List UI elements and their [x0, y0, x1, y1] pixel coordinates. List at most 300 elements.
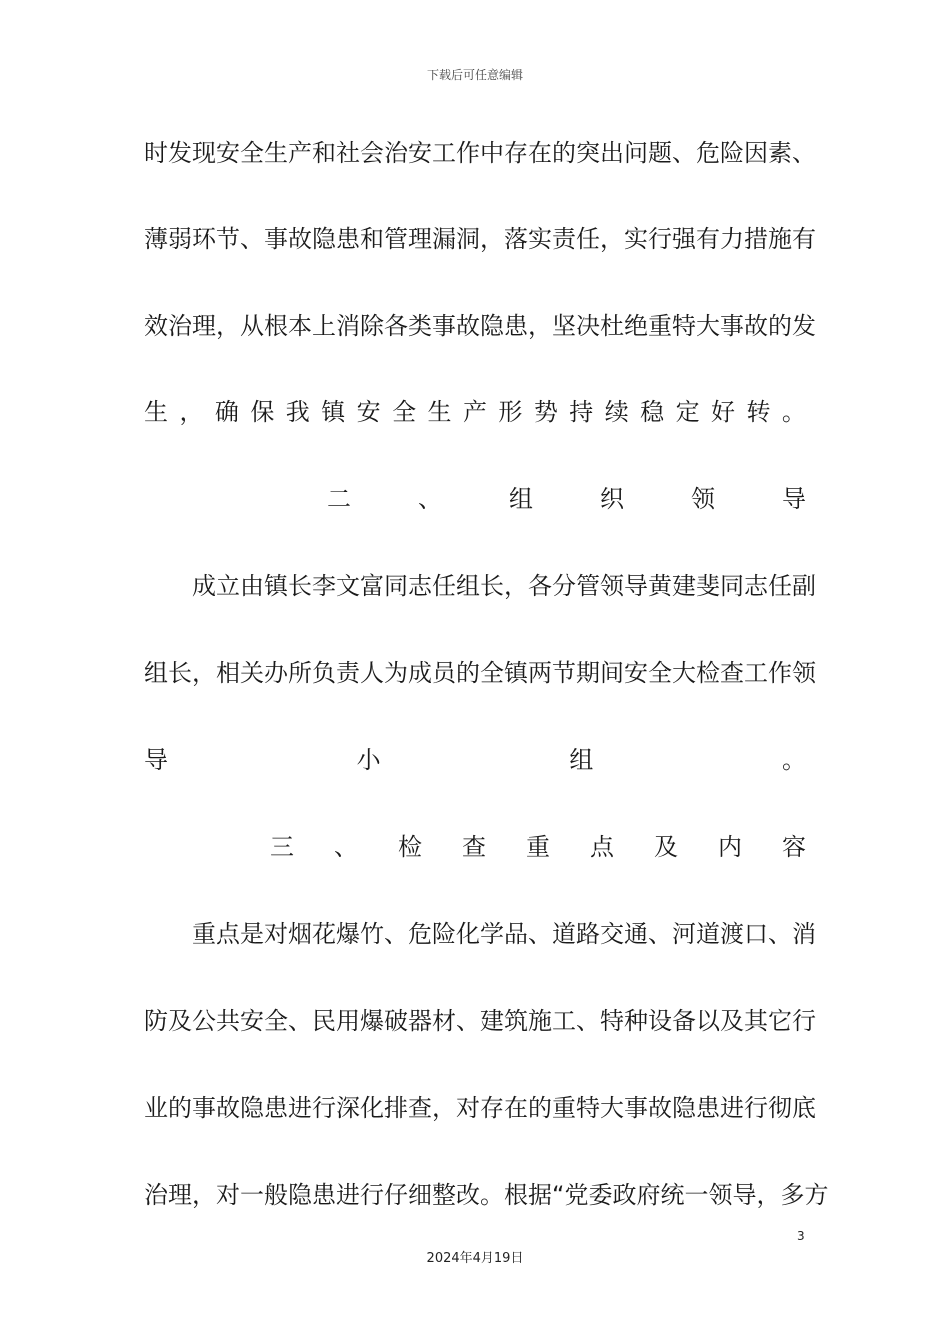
body-char: 相 [216, 659, 240, 687]
body-char: 二 [327, 485, 351, 513]
body-char: 、 [768, 920, 792, 948]
body-char: 织 [600, 485, 624, 513]
body-char: 花 [312, 920, 336, 948]
body-char: 器 [408, 1007, 432, 1035]
body-char: 交 [600, 920, 624, 948]
body-char: 导 [624, 572, 648, 600]
body-char: 节 [216, 225, 240, 253]
body-char: 生 [264, 139, 288, 167]
body-line [144, 566, 816, 606]
body-char: 患 [312, 1181, 336, 1209]
body-char: 品 [504, 920, 528, 948]
body-char: 治 [384, 139, 408, 167]
body-char: 各 [384, 312, 408, 340]
body-char: 长 [168, 659, 192, 687]
body-char: 任 [768, 572, 792, 600]
body-char: 长 [288, 572, 312, 600]
body-char: 管 [576, 572, 600, 600]
body-char: 全 [264, 1007, 288, 1035]
body-char: 落 [504, 225, 528, 253]
body-char: 行 [360, 1181, 384, 1209]
body-char: 的 [528, 1094, 552, 1122]
body-char: 全 [392, 398, 417, 426]
body-char: 事 [624, 1094, 648, 1122]
body-char: 全 [648, 659, 672, 687]
body-char: 时 [144, 139, 168, 167]
body-char: 通 [624, 920, 648, 948]
body-char: 因 [744, 139, 768, 167]
body-char: 成 [192, 572, 216, 600]
body-char: 防 [144, 1007, 168, 1035]
body-char: 有 [792, 225, 816, 253]
body-char: 环 [192, 225, 216, 253]
body-char: 突 [576, 139, 600, 167]
body-char: 容 [782, 833, 806, 861]
body-char: 工 [552, 1007, 576, 1035]
body-char: 强 [672, 225, 696, 253]
body-char: 行 [744, 1094, 768, 1122]
body-char: 定 [675, 398, 700, 426]
body-char: 委 [588, 1181, 613, 1209]
body-char: 理 [408, 225, 432, 253]
footer-date: 2024年4月19日 [426, 1251, 524, 1266]
body-char: 导 [732, 1181, 757, 1209]
body-char: 产 [288, 139, 312, 167]
body-char: 产 [462, 398, 487, 426]
body-char: 弱 [168, 225, 192, 253]
body-char: 及 [720, 1007, 744, 1035]
body-char: 进 [720, 1094, 744, 1122]
body-char: 力 [720, 225, 744, 253]
body-char: 行 [312, 1094, 336, 1122]
body-char: 险 [432, 920, 456, 948]
body-char: 安 [216, 139, 240, 167]
body-char: ， [756, 1181, 781, 1209]
body-char: 公 [192, 1007, 216, 1035]
body-char: 道 [552, 920, 576, 948]
body-char: 问 [624, 139, 648, 167]
body-char: 道 [696, 920, 720, 948]
body-char: 化 [360, 1094, 384, 1122]
body-char: 行 [648, 225, 672, 253]
body-char: 的 [768, 312, 792, 340]
body-char: 措 [744, 225, 768, 253]
body-char: 工 [744, 659, 768, 687]
body-char: 故 [648, 1094, 672, 1122]
body-line [144, 1001, 816, 1041]
body-char: 会 [360, 139, 384, 167]
body-char: 般 [264, 1181, 288, 1209]
body-char: 其 [744, 1007, 768, 1035]
body-char: 成 [408, 659, 432, 687]
body-char: 任 [432, 572, 456, 600]
body-char: 隐 [312, 225, 336, 253]
body-char: ， [528, 312, 552, 340]
body-char: 故 [744, 312, 768, 340]
body-char: 患 [264, 1094, 288, 1122]
body-char: 中 [480, 139, 504, 167]
body-char: 导 [144, 746, 168, 774]
body-char: 发 [792, 312, 816, 340]
body-char: 我 [285, 398, 310, 426]
body-char: 大 [672, 659, 696, 687]
body-char: 现 [192, 139, 216, 167]
body-char: 的 [456, 659, 480, 687]
body-char: 由 [240, 572, 264, 600]
body-char: 政 [612, 1181, 637, 1209]
body-char: 府 [636, 1181, 661, 1209]
body-char: 期 [576, 659, 600, 687]
body-char: 和 [360, 225, 384, 253]
body-char: 治 [144, 1181, 168, 1209]
body-char: 特 [672, 312, 696, 340]
body-char: 隐 [288, 1181, 312, 1209]
body-char: 、 [240, 225, 264, 253]
body-char: 在 [504, 1094, 528, 1122]
body-char: 有 [696, 225, 720, 253]
body-char: 仔 [384, 1181, 408, 1209]
body-char: 检 [398, 833, 422, 861]
body-char: 安 [356, 398, 381, 426]
body-char: ， [600, 225, 624, 253]
body-char: 三 [270, 833, 294, 861]
body-char: 进 [288, 1094, 312, 1122]
body-char: 富 [360, 572, 384, 600]
body-char: 决 [576, 312, 600, 340]
body-char: 备 [672, 1007, 696, 1035]
body-char: 底 [792, 1094, 816, 1122]
body-char: 进 [336, 1181, 360, 1209]
body-char: 是 [240, 920, 264, 948]
body-char: 材 [432, 1007, 456, 1035]
body-char: 故 [216, 1094, 240, 1122]
body-char: 隐 [240, 1094, 264, 1122]
body-char: 黄 [648, 572, 672, 600]
body-char: 、 [672, 139, 696, 167]
body-char: 消 [792, 920, 816, 948]
body-char: 根 [264, 312, 288, 340]
body-char: 组 [456, 572, 480, 600]
body-char: 治 [168, 312, 192, 340]
body-char: 生 [427, 398, 452, 426]
body-char: 党 [564, 1181, 589, 1209]
body-char: 一 [684, 1181, 709, 1209]
body-char: 点 [216, 920, 240, 948]
body-char: 本 [288, 312, 312, 340]
body-char: 组 [569, 746, 594, 774]
body-char: 安 [624, 659, 648, 687]
body-char: 特 [576, 1094, 600, 1122]
section-heading [144, 479, 806, 519]
body-char: 存 [504, 139, 528, 167]
body-char: 业 [144, 1094, 168, 1122]
body-char: 作 [768, 659, 792, 687]
body-char: 坚 [552, 312, 576, 340]
body-char: 工 [432, 139, 456, 167]
body-char: 竹 [360, 920, 384, 948]
body-char: 隐 [480, 312, 504, 340]
body-char: 分 [552, 572, 576, 600]
body-char: 全 [240, 139, 264, 167]
body-char: 方 [804, 1181, 829, 1209]
body-char: 危 [696, 139, 720, 167]
body-char: 重 [552, 1094, 576, 1122]
body-char: 、 [528, 920, 552, 948]
body-char: 社 [336, 139, 360, 167]
body-char: 好 [711, 398, 735, 426]
body-char: 改 [456, 1181, 480, 1209]
body-char: 全 [480, 659, 504, 687]
body-char: 施 [528, 1007, 552, 1035]
body-line [144, 392, 806, 432]
body-char: 患 [696, 1094, 720, 1122]
body-char: 实 [528, 225, 552, 253]
body-char: 学 [480, 920, 504, 948]
body-line [144, 1088, 816, 1128]
body-char: 责 [336, 659, 360, 687]
body-char: 题 [648, 139, 672, 167]
body-char: 。 [781, 398, 806, 426]
body-char: 深 [336, 1094, 360, 1122]
body-char: 对 [216, 1181, 240, 1209]
body-char: 类 [408, 312, 432, 340]
body-char: 对 [456, 1094, 480, 1122]
body-char: 患 [336, 225, 360, 253]
body-char: 效 [144, 312, 168, 340]
body-char: 事 [192, 1094, 216, 1122]
body-line [144, 740, 806, 780]
body-char: 整 [432, 1181, 456, 1209]
body-char: 除 [360, 312, 384, 340]
body-line [144, 219, 816, 259]
body-char: 、 [288, 1007, 312, 1035]
body-char: 同 [384, 572, 408, 600]
body-char: 出 [600, 139, 624, 167]
body-char: 导 [782, 485, 806, 513]
body-char: 小 [356, 746, 381, 774]
body-char: 建 [480, 1007, 504, 1035]
body-char: 的 [168, 1094, 192, 1122]
body-char: 员 [432, 659, 456, 687]
body-char: 烟 [288, 920, 312, 948]
body-char: 。 [781, 746, 806, 774]
body-char: 查 [408, 1094, 432, 1122]
body-char: ， [192, 1181, 216, 1209]
body-char: 、 [792, 139, 816, 167]
body-char: 形 [498, 398, 523, 426]
body-char: 镇 [264, 572, 288, 600]
body-char: 、 [456, 1007, 480, 1035]
body-char: 杜 [600, 312, 624, 340]
body-char: 及 [168, 1007, 192, 1035]
body-char: 理 [168, 1181, 192, 1209]
body-char: 内 [718, 833, 742, 861]
body-char: 大 [600, 1094, 624, 1122]
body-char: 上 [312, 312, 336, 340]
body-char: 镇 [321, 398, 346, 426]
body-char: 行 [792, 1007, 816, 1035]
body-char: 根 [504, 1181, 528, 1209]
body-char: 组 [509, 485, 533, 513]
body-char: 爆 [360, 1007, 384, 1035]
body-char: 两 [528, 659, 552, 687]
body-char: 以 [696, 1007, 720, 1035]
body-char: 镇 [504, 659, 528, 687]
body-char: 重 [192, 920, 216, 948]
body-char: 发 [168, 139, 192, 167]
body-char: 实 [624, 225, 648, 253]
body-char: 管 [384, 225, 408, 253]
body-char: ， [504, 572, 528, 600]
body-char: 细 [408, 1181, 432, 1209]
body-char: 作 [456, 139, 480, 167]
body-char: ， [480, 225, 504, 253]
body-char: 重 [648, 312, 672, 340]
body-char: 统 [660, 1181, 685, 1209]
body-char: 隐 [672, 1094, 696, 1122]
body-char: 办 [264, 659, 288, 687]
body-char: 绝 [624, 312, 648, 340]
body-char: 素 [768, 139, 792, 167]
body-char: 领 [792, 659, 816, 687]
body-char: 彻 [768, 1094, 792, 1122]
body-char: 查 [720, 659, 744, 687]
body-char: “ [552, 1181, 565, 1209]
body-line [144, 653, 816, 693]
body-char: 关 [240, 659, 264, 687]
body-char: 人 [360, 659, 384, 687]
page-number: 3 [797, 1229, 805, 1243]
body-char: 文 [336, 572, 360, 600]
body-char: 的 [552, 139, 576, 167]
body-char: 渡 [720, 920, 744, 948]
body-char: 责 [552, 225, 576, 253]
body-char: 事 [720, 312, 744, 340]
body-char: ， [432, 1094, 456, 1122]
body-char: 事 [264, 225, 288, 253]
body-char: 、 [334, 833, 358, 861]
body-char: 志 [744, 572, 768, 600]
body-char: 查 [462, 833, 486, 861]
body-char: 、 [576, 1007, 600, 1035]
body-char: 理 [192, 312, 216, 340]
body-char: 领 [708, 1181, 733, 1209]
body-char: 它 [768, 1007, 792, 1035]
body-char: 为 [384, 659, 408, 687]
body-char: 患 [504, 312, 528, 340]
body-char: 河 [672, 920, 696, 948]
body-char: 建 [672, 572, 696, 600]
body-char: 检 [696, 659, 720, 687]
body-char: 存 [480, 1094, 504, 1122]
body-line [144, 914, 816, 954]
body-char: 据 [528, 1181, 552, 1209]
body-char: 民 [312, 1007, 336, 1035]
body-char: 、 [648, 920, 672, 948]
body-char: 生 [144, 398, 168, 426]
body-char: 同 [720, 572, 744, 600]
body-char: 组 [144, 659, 168, 687]
header-note: 下载后可任意编辑 [426, 68, 523, 82]
body-char: 续 [604, 398, 629, 426]
body-char: 筑 [504, 1007, 528, 1035]
body-char: 路 [576, 920, 600, 948]
body-char: 故 [456, 312, 480, 340]
body-char: 在 [528, 139, 552, 167]
body-line [144, 306, 816, 346]
body-char: 从 [240, 312, 264, 340]
body-char: 多 [780, 1181, 805, 1209]
body-char: 及 [654, 833, 678, 861]
body-char: 洞 [456, 225, 480, 253]
body-char: 共 [216, 1007, 240, 1035]
body-char: 施 [768, 225, 792, 253]
body-char: 稳 [640, 398, 665, 426]
body-char: 重 [526, 833, 550, 861]
body-char: 安 [408, 139, 432, 167]
body-char: 间 [600, 659, 624, 687]
body-char: 负 [312, 659, 336, 687]
body-char: 排 [384, 1094, 408, 1122]
body-char: 志 [408, 572, 432, 600]
body-char: 领 [691, 485, 715, 513]
body-char: 破 [384, 1007, 408, 1035]
body-char: 种 [624, 1007, 648, 1035]
body-char: 消 [336, 312, 360, 340]
body-char: 设 [648, 1007, 672, 1035]
body-char: 特 [600, 1007, 624, 1035]
body-char: 故 [288, 225, 312, 253]
body-char: 用 [336, 1007, 360, 1035]
body-char: 节 [552, 659, 576, 687]
body-char: 长 [480, 572, 504, 600]
body-char: 确 [214, 398, 239, 426]
body-char: 转 [746, 398, 771, 426]
section-heading [144, 827, 806, 867]
body-char: 立 [216, 572, 240, 600]
body-char: 事 [432, 312, 456, 340]
body-char: 持 [569, 398, 594, 426]
body-char: 和 [312, 139, 336, 167]
body-char: 安 [240, 1007, 264, 1035]
body-char: 李 [312, 572, 336, 600]
body-char: 所 [288, 659, 312, 687]
body-char: ， [192, 659, 216, 687]
body-char: 副 [792, 572, 816, 600]
body-char: 、 [384, 920, 408, 948]
body-char: 大 [696, 312, 720, 340]
body-char: ， [179, 398, 204, 426]
body-char: 口 [744, 920, 768, 948]
body-char: 斐 [696, 572, 720, 600]
body-line [144, 133, 816, 173]
body-char: 化 [456, 920, 480, 948]
body-char: 对 [264, 920, 288, 948]
body-char: 一 [240, 1181, 264, 1209]
body-char: 领 [600, 572, 624, 600]
body-char: 势 [533, 398, 558, 426]
body-char: 。 [480, 1181, 504, 1209]
body-char: 漏 [432, 225, 456, 253]
body-line [144, 1175, 829, 1215]
body-char: 点 [590, 833, 614, 861]
body-char: 危 [408, 920, 432, 948]
body-char: 任 [576, 225, 600, 253]
body-char: 险 [720, 139, 744, 167]
body-char: 爆 [336, 920, 360, 948]
body-char: 、 [418, 485, 442, 513]
body-char: ， [216, 312, 240, 340]
